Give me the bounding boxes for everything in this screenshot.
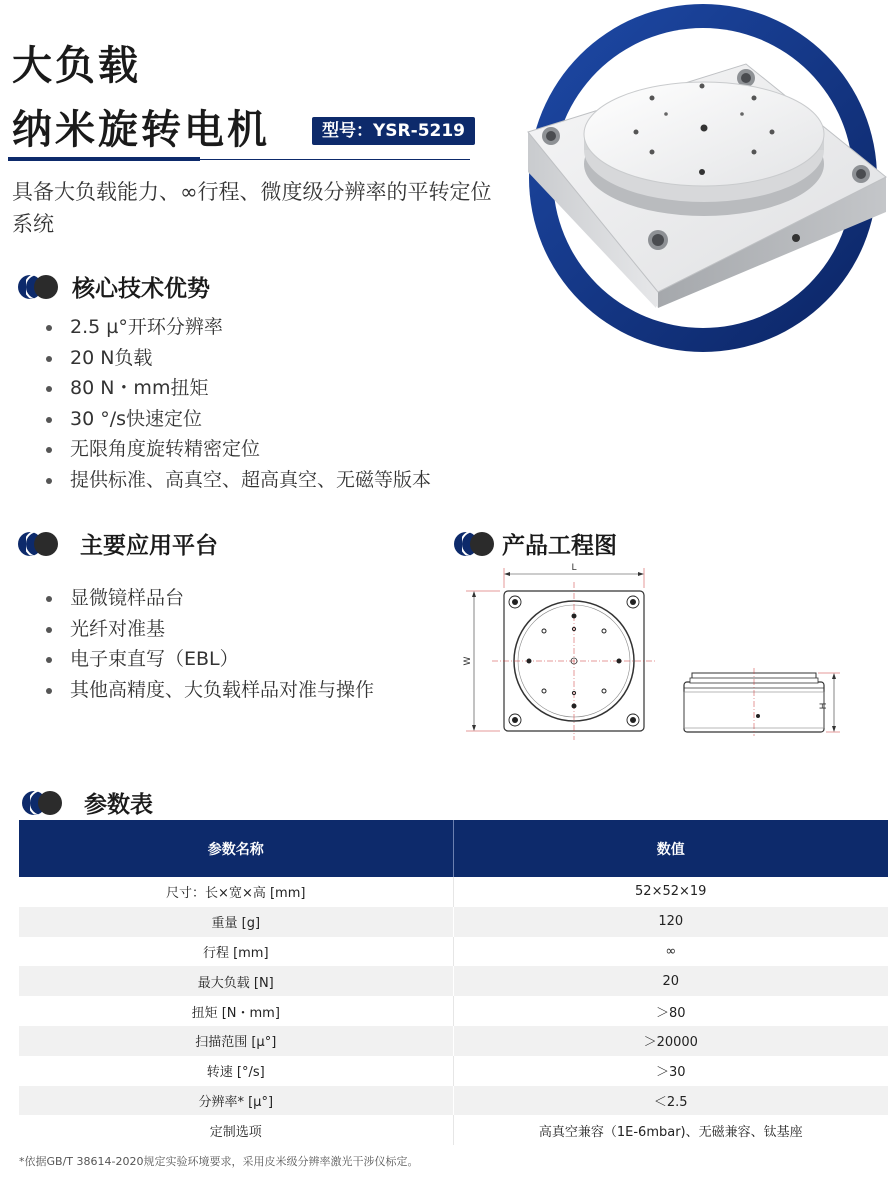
advantages-heading — [18, 270, 210, 303]
title-line-2: 纳米旋转电机 — [12, 107, 270, 153]
list-item: 无限角度旋转精密定位 — [40, 434, 431, 465]
list-item: 20 N负载 — [40, 343, 431, 374]
list-item: 2.5 µ°开环分辨率 — [40, 312, 431, 343]
table-row — [19, 996, 888, 1026]
advantages-heading-text: 核心技术优势 — [72, 276, 210, 302]
table-row — [19, 966, 888, 996]
table-row — [19, 937, 888, 967]
advantages-list — [40, 312, 431, 495]
table-row — [19, 1056, 888, 1086]
subtitle: 具备大负载能力、∞行程、微度级分辨率的平转定位系统 — [12, 180, 492, 236]
param-value: ＞20000 — [453, 1026, 888, 1056]
dim-label-w: W — [463, 656, 473, 666]
applications-heading-text: 主要应用平台 — [80, 533, 218, 559]
model-badge: 型号：YSR-5219 — [312, 117, 475, 145]
param-name: 尺寸：长×宽×高 [mm] — [19, 877, 453, 907]
engineering-drawing — [462, 560, 842, 740]
table-header-row — [19, 820, 888, 877]
dim-label-h: H — [819, 702, 829, 710]
dim-label-l: L — [571, 563, 577, 573]
param-value: 高真空兼容（1E-6mbar)、无磁兼容、钛基座 — [453, 1115, 888, 1145]
param-name: 最大负载 [N] — [19, 966, 453, 996]
list-item: 30 °/s快速定位 — [40, 404, 431, 435]
param-name: 扫描范围 [µ°] — [19, 1026, 453, 1056]
param-value: 52×52×19 — [453, 877, 888, 907]
footnote: *依据GB/T 38614-2020规定实验环境要求，采用皮米级分辨率激光干涉仪标定。 — [19, 1155, 419, 1168]
param-value: ＜2.5 — [453, 1086, 888, 1116]
table-row — [19, 907, 888, 937]
table-row — [19, 1026, 888, 1056]
param-name: 转速 [°/s] — [19, 1056, 453, 1086]
param-value: 20 — [453, 966, 888, 996]
col-header-name: 参数名称 — [19, 820, 453, 877]
param-value: ＞30 — [453, 1056, 888, 1086]
applications-heading — [18, 527, 218, 560]
drawing-heading-text: 产品工程图 — [502, 533, 617, 559]
section-dots-icon — [18, 275, 58, 299]
params-heading-text: 参数表 — [84, 792, 153, 818]
product-photo — [516, 2, 890, 354]
list-item: 其他高精度、大负载样品对准与操作 — [40, 675, 374, 706]
param-name: 重量 [g] — [19, 907, 453, 937]
param-name: 扭矩 [N・mm] — [19, 996, 453, 1026]
applications-list — [40, 583, 374, 705]
section-dots-icon — [18, 532, 58, 556]
title-rule-thin — [200, 159, 470, 160]
param-name: 行程 [mm] — [19, 937, 453, 967]
param-name: 定制选项 — [19, 1115, 453, 1145]
param-value: 120 — [453, 907, 888, 937]
list-item: 电子束直写（EBL） — [40, 644, 374, 675]
section-dots-icon — [22, 791, 62, 815]
params-heading — [22, 786, 153, 819]
title-line-1: 大负载 — [12, 43, 141, 89]
params-table — [19, 820, 888, 1145]
list-item: 显微镜样品台 — [40, 583, 374, 614]
table-row — [19, 1086, 888, 1116]
list-item: 提供标准、高真空、超高真空、无磁等版本 — [40, 465, 431, 496]
table-row — [19, 877, 888, 907]
list-item: 80 N・mm扭矩 — [40, 373, 431, 404]
param-value: ＞80 — [453, 996, 888, 1026]
col-header-value: 数值 — [453, 820, 888, 877]
drawing-heading — [454, 527, 617, 560]
param-value: ∞ — [453, 937, 888, 967]
section-dots-icon — [454, 532, 494, 556]
title-rule — [8, 157, 200, 161]
list-item: 光纤对准基 — [40, 614, 374, 645]
param-name: 分辨率* [µ°] — [19, 1086, 453, 1116]
table-row — [19, 1115, 888, 1145]
